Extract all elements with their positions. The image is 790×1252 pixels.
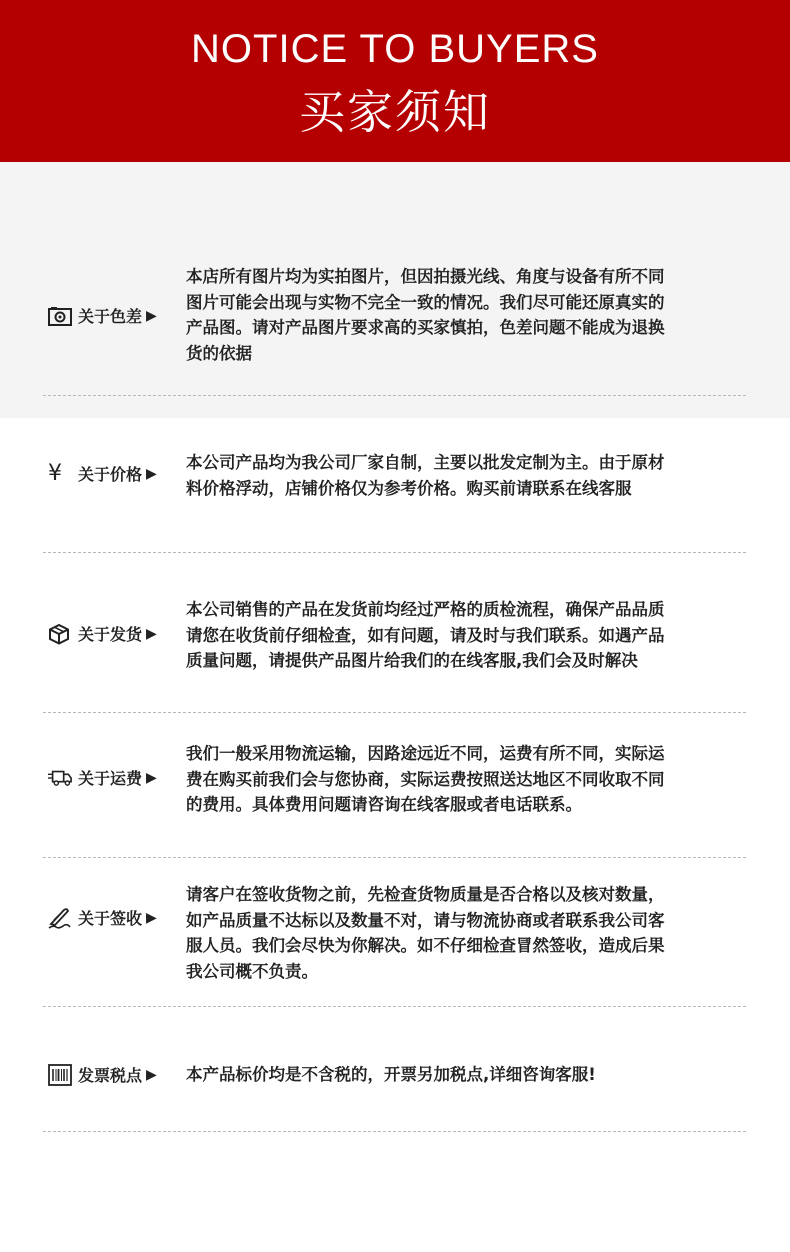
- section-label-text: 关于色差: [78, 307, 143, 326]
- section-text-color-difference: [186, 264, 746, 366]
- section-label-text: 关于发货: [78, 625, 143, 644]
- signature-pen-icon: [48, 907, 72, 929]
- text-line: 我们一般采用物流运输，因路途远近不同，运费有所不同，实际运: [186, 744, 665, 763]
- section-label-invoice-tax: [48, 1063, 157, 1086]
- text-line: 我公司概不负责。: [186, 961, 318, 981]
- section-text-price: [186, 450, 746, 501]
- text-line: 请客户在签收货物之前，先检查货物质量是否合格以及核对数量，: [186, 885, 665, 904]
- section-text-invoice-tax: [186, 1062, 746, 1088]
- invoice-icon: [48, 1064, 72, 1086]
- arrow-right-icon: ▶: [146, 909, 157, 926]
- header-banner: [0, 0, 790, 162]
- section-label-shipping: [48, 622, 157, 645]
- section-text-signing: [186, 882, 746, 984]
- text-line: 本公司产品均为我公司厂家自制，主要以批发定制为主。由于原材: [186, 453, 665, 472]
- section-label-text: 关于运费: [78, 769, 143, 788]
- divider: [43, 712, 746, 713]
- text-line: 图片可能会出现与实物不完全一致的情况。我们尽可能还原真实的: [186, 292, 665, 312]
- divider: [43, 395, 746, 396]
- section-label-text: 关于价格: [78, 465, 143, 484]
- text-line: 本产品标价均是不含税的，开票另加税点,详细咨询客服!: [186, 1065, 596, 1084]
- section-label-text: 发票税点: [78, 1066, 143, 1085]
- section-text-freight: [186, 741, 746, 818]
- text-line: 请您在收货前仔细检查，如有问题，请及时与我们联系。如遇产品: [186, 625, 665, 645]
- yen-icon: ¥: [48, 460, 62, 486]
- delivery-truck-icon: [48, 767, 72, 789]
- arrow-right-icon: ▶: [146, 625, 157, 642]
- text-line: 产品图。请对产品图片要求高的买家慎拍，色差问题不能成为退换: [186, 318, 665, 337]
- text-line: 质量问题，请提供产品图片给我们的在线客服,我们会及时解决: [186, 651, 638, 670]
- section-label-price: [48, 462, 157, 485]
- section-label-freight: [48, 766, 157, 789]
- title-chinese: 买家须知: [299, 85, 491, 139]
- divider: [43, 1131, 746, 1132]
- section-label-color-difference: [48, 304, 157, 327]
- text-line: 本公司销售的产品在发货前均经过严格的质检流程，确保产品品质: [186, 600, 665, 619]
- text-line: 如产品质量不达标以及数量不对，请与物流协商或者联系我公司客: [186, 910, 665, 930]
- text-line: 费在购买前我们会与您协商，实际运费按照送达地区不同收取不同: [186, 769, 665, 789]
- section-text-shipping: [186, 597, 746, 674]
- text-line: 服人员。我们会尽快为你解决。如不仔细检查冒然签收，造成后果: [186, 936, 665, 955]
- divider: [43, 857, 746, 858]
- arrow-right-icon: ▶: [146, 465, 157, 482]
- package-icon: [48, 623, 72, 645]
- text-line: 料价格浮动，店铺价格仅为参考价格。购买前请联系在线客服: [186, 478, 632, 498]
- arrow-right-icon: ▶: [146, 1066, 157, 1083]
- text-line: 货的依据: [186, 343, 252, 363]
- section-label-text: 关于签收: [78, 909, 143, 928]
- title-english: NOTICE TO BUYERS: [191, 27, 599, 71]
- divider: [43, 552, 746, 553]
- text-line: 的费用。具体费用问题请咨询在线客服或者电话联系。: [186, 795, 582, 814]
- divider: [43, 1006, 746, 1007]
- section-label-signing: [48, 906, 157, 929]
- text-line: 本店所有图片均为实拍图片，但因拍摄光线、角度与设备有所不同: [186, 267, 665, 286]
- arrow-right-icon: ▶: [146, 307, 157, 324]
- arrow-right-icon: ▶: [146, 769, 157, 786]
- camera-icon: [48, 305, 72, 327]
